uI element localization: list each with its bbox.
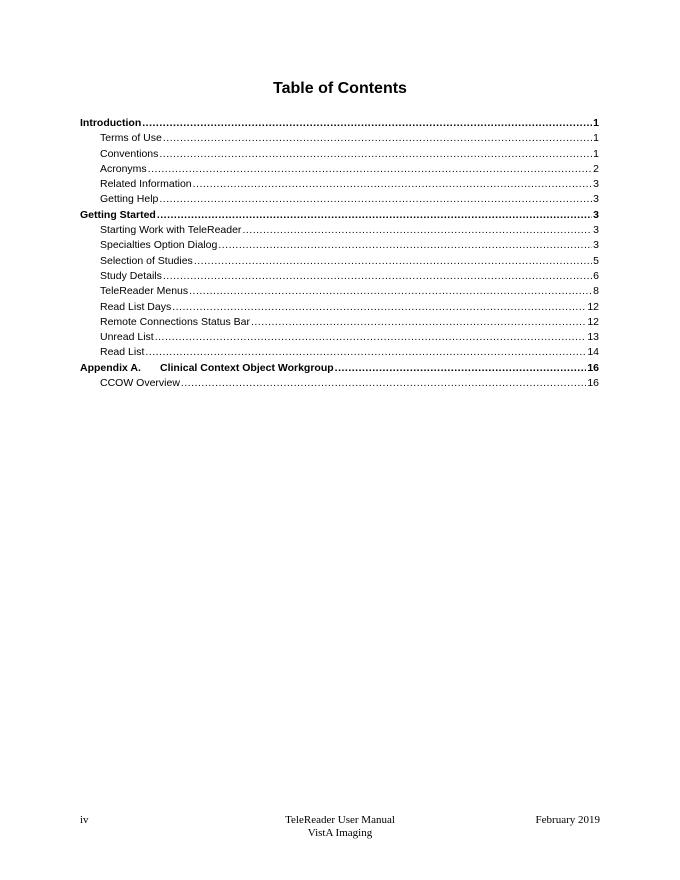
toc-entry-label: Unread List [100, 331, 154, 344]
toc-dot-leader [193, 177, 593, 192]
toc-entry[interactable] [80, 345, 599, 360]
footer-product: VistA Imaging [307, 827, 373, 839]
toc-dot-leader [159, 192, 592, 207]
toc-entry[interactable] [80, 330, 599, 345]
toc-dot-leader [189, 284, 592, 299]
toc-entry-label: Starting Work with TeleReader [100, 224, 242, 237]
toc-dot-leader [163, 131, 592, 146]
toc-entry-page: 16 [587, 377, 599, 390]
toc-entry-page: 14 [587, 346, 599, 359]
toc-entry-page: 5 [593, 254, 599, 267]
toc-dot-leader [218, 238, 592, 253]
footer-page-number: iv [80, 814, 89, 826]
toc-entry[interactable] [80, 208, 599, 223]
toc-entry-label: Acronyms [100, 162, 147, 175]
toc-dot-leader [142, 116, 592, 131]
table-of-contents [80, 116, 599, 391]
toc-dot-leader [155, 330, 587, 345]
toc-entry-text: Clinical Context Object Workgroup [160, 361, 334, 374]
toc-entry[interactable] [80, 147, 599, 162]
toc-entry-page: 1 [593, 132, 599, 145]
toc-dot-leader [145, 345, 586, 360]
toc-dot-leader [242, 223, 592, 238]
toc-entry-label: Study Details [100, 269, 162, 282]
toc-entry[interactable] [80, 361, 599, 376]
toc-entry-page: 6 [593, 269, 599, 282]
toc-entry-label: Selection of Studies [100, 254, 193, 267]
toc-entry-label: Terms of Use [100, 132, 162, 145]
toc-entry-label: Related Information [100, 178, 192, 191]
toc-entry-label: Conventions [100, 147, 159, 160]
toc-entry-page: 16 [587, 361, 599, 374]
toc-dot-leader [159, 147, 592, 162]
toc-dot-leader [148, 162, 592, 177]
toc-entry[interactable] [80, 238, 599, 253]
toc-entry-page: 2 [593, 162, 599, 175]
page-title: Table of Contents [273, 80, 407, 97]
toc-entry[interactable] [80, 376, 599, 391]
toc-entry-page: 3 [593, 193, 599, 206]
toc-entry-label: TeleReader Menus [100, 285, 189, 298]
toc-dot-leader [163, 269, 592, 284]
toc-dot-leader [172, 300, 586, 315]
toc-entry-page: 3 [593, 224, 599, 237]
toc-entry-page: 13 [587, 331, 599, 344]
footer-date: February 2019 [535, 814, 600, 826]
toc-entry-label: Read List Days [100, 300, 172, 313]
footer-center [80, 814, 600, 840]
toc-entry[interactable] [80, 131, 599, 146]
footer-manual-title: TeleReader User Manual [285, 814, 395, 826]
toc-entry-page: 3 [593, 178, 599, 191]
toc-entry[interactable] [80, 254, 599, 269]
toc-entry-page: 1 [593, 147, 599, 160]
toc-entry[interactable] [80, 162, 599, 177]
toc-entry-label: CCOW Overview [100, 377, 180, 390]
toc-entry[interactable] [80, 284, 599, 299]
toc-entry-page: 3 [593, 208, 599, 221]
page-footer [80, 814, 600, 844]
toc-entry-page: 12 [587, 300, 599, 313]
toc-dot-leader [157, 208, 592, 223]
toc-entry-label: Getting Help [100, 193, 159, 206]
toc-entry-label: Read List [100, 346, 145, 359]
toc-entry[interactable] [80, 192, 599, 207]
toc-entry-page: 1 [593, 117, 599, 129]
toc-entry[interactable] [80, 223, 599, 238]
toc-entry[interactable] [80, 315, 599, 330]
toc-dot-leader [194, 254, 592, 269]
toc-entry-label: Getting Started [80, 208, 156, 221]
toc-entry-label [80, 361, 334, 376]
toc-entry[interactable] [80, 269, 599, 284]
toc-entry-page: 3 [593, 239, 599, 252]
toc-dot-leader [251, 315, 586, 330]
toc-entry-prefix: Appendix A. [80, 361, 141, 374]
toc-entry[interactable] [80, 116, 599, 131]
toc-entry-label: Specialties Option Dialog [100, 239, 218, 252]
toc-dot-leader [181, 376, 586, 391]
toc-entry-label: Introduction [80, 117, 142, 129]
toc-entry[interactable] [80, 300, 599, 315]
toc-entry-label: Remote Connections Status Bar [100, 315, 250, 328]
toc-dot-leader [335, 361, 587, 376]
toc-entry-page: 12 [587, 315, 599, 328]
toc-entry-page: 8 [593, 285, 599, 298]
toc-entry[interactable] [80, 177, 599, 192]
